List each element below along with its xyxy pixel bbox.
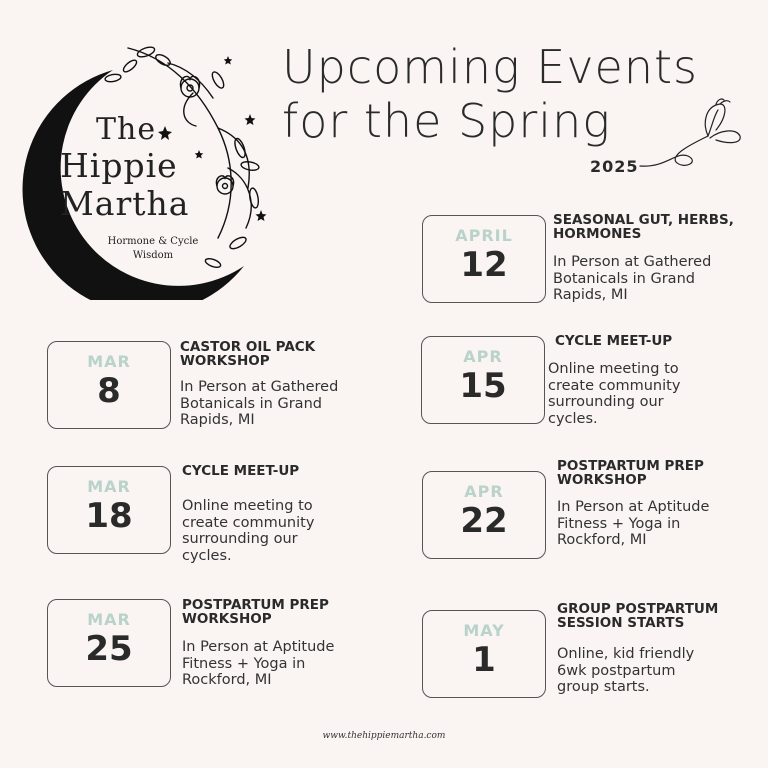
event-description: In Person at Aptitude Fitness + Yoga in Rockford, MI <box>557 499 710 548</box>
event-month: MAR <box>87 352 131 371</box>
event-day: 15 <box>459 366 507 406</box>
event-title: CYCLE MEET-UP <box>182 463 300 479</box>
butterfly-icon <box>636 96 748 174</box>
website-url: www.thehippiemartha.com <box>322 731 446 741</box>
event-title: CYCLE MEET-UP <box>555 333 673 349</box>
brand-logo <box>18 38 280 300</box>
event-date-box <box>422 610 546 698</box>
event-day: 22 <box>460 501 508 541</box>
event-title: POSTPARTUM PREP WORKSHOP <box>182 597 329 627</box>
event-month: MAY <box>463 621 505 640</box>
event-day: 1 <box>472 640 496 680</box>
event-day: 18 <box>85 496 133 536</box>
brand-name-line1: The <box>96 112 157 147</box>
event-date-box <box>47 341 171 429</box>
page-title-line1: Upcoming Events <box>282 40 699 94</box>
year-label: 2025 <box>590 157 639 176</box>
event-title: GROUP POSTPARTUM SESSION STARTS <box>557 601 719 631</box>
brand-name-line3: Martha <box>60 184 190 223</box>
event-month: APR <box>463 347 503 366</box>
event-date-box <box>421 336 545 424</box>
brand-name-line2: Hippie <box>60 146 178 185</box>
event-description: Online meeting to create community surrounding our cycles. <box>548 361 681 427</box>
event-month: APR <box>464 482 504 501</box>
page-title-line2: for the Spring <box>282 94 611 148</box>
event-title: SEASONAL GUT, HERBS, HORMONES <box>553 212 734 242</box>
brand-tagline-line2: Wisdom <box>132 250 174 261</box>
event-title: POSTPARTUM PREP WORKSHOP <box>557 458 704 488</box>
event-month: MAR <box>87 610 131 629</box>
event-title: CASTOR OIL PACK WORKSHOP <box>180 339 316 369</box>
event-description: In Person at Gathered Botanicals in Grand Rapids, MI <box>180 379 339 428</box>
event-day: 25 <box>85 629 133 669</box>
event-date-box <box>47 466 171 554</box>
event-date-box <box>422 215 546 303</box>
event-description: Online meeting to create community surrounding our cycles. <box>182 498 315 564</box>
event-date-box <box>422 471 546 559</box>
event-description: Online, kid friendly 6wk postpartum group starts. <box>557 646 695 695</box>
event-description: In Person at Aptitude Fitness + Yoga in Rockford, MI <box>182 639 335 688</box>
event-day: 12 <box>460 245 508 285</box>
event-day: 8 <box>97 371 121 411</box>
event-date-box <box>47 599 171 687</box>
brand-tagline-line1: Hormone & Cycle <box>107 236 199 247</box>
event-month: MAR <box>87 477 131 496</box>
event-month: APRIL <box>455 226 513 245</box>
event-description: In Person at Gathered Botanicals in Grand Rapids, MI <box>553 254 712 303</box>
